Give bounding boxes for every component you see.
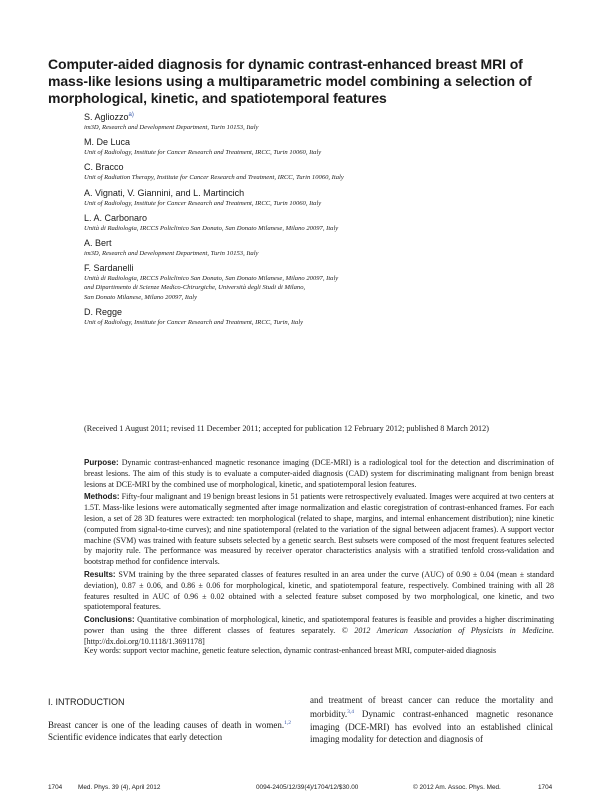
author-list — [84, 110, 554, 332]
author-affiliation: Unit of Radiation Therapy, Institute for Cancer Research and Treatment, IRCC, Turin 10060, Italy — [84, 174, 344, 182]
author-affiliation: Unità di Radiologia, IRCCS Policlinico San Donato, San Donato Milanese, Milano 20097, Italy — [84, 275, 339, 283]
body-text: and treatment of breast cancer can reduce the mortality and morbidity. — [310, 695, 553, 720]
body-column-right — [310, 694, 553, 745]
author-name: L. A. Carbonaro — [84, 212, 148, 223]
abstract-purpose-text: Dynamic contrast-enhanced magnetic resonance imaging (DCE-MRI) is a radiological tool for the detection and discrimination of breast lesions. The aim of this study is to evaluate a computer-aided diagnosis (CAD) system for discriminating malignant from benign breast lesions at DCE-MRI by the combined use of morphological, kinetic, and spatiotemporal lesion features. — [84, 458, 555, 489]
author-affiliation: im3D, Research and Development Department, Turin 10153, Italy — [84, 124, 259, 131]
section-heading — [48, 697, 125, 707]
abstract-results-heading: Results: — [84, 569, 116, 579]
keywords: Key words: support vector machine, genetic feature selection, dynamic contrast-enhanced breast MRI, computer-aided diagnosis — [84, 646, 497, 655]
author-affiliation-line-3: San Donato Milanese, Milano 20097, Italy — [84, 293, 197, 301]
reference-link[interactable]: 1,2 — [284, 720, 291, 726]
received-dates: (Received 1 August 2011; revised 11 December 2011; accepted for publication 12 February 2012; published 8 March 2012) — [84, 424, 489, 433]
footer-copyright: © 2012 Am. Assoc. Phys. Med. — [413, 784, 501, 791]
abstract — [84, 458, 554, 650]
author-affiliation: Unit of Radiology, Institute for Cancer Research and Treatment, IRCC, Turin, Italy — [84, 318, 304, 326]
author-affiliation: Unità di Radiologia, IRCCS Policlinico San Donato, San Donato Milanese, Milano 20097, Italy — [84, 224, 339, 232]
abstract-methods-heading: Methods: — [84, 492, 120, 502]
abstract-purpose — [84, 458, 554, 490]
body-text: Scientific evidence indicates that early detection — [48, 732, 223, 743]
body-column-left — [48, 717, 291, 744]
section-title: INTRODUCTION — [55, 697, 125, 707]
author-block — [84, 307, 554, 327]
abstract-methods — [84, 492, 554, 568]
author-block — [84, 137, 554, 157]
abstract-conclusions-heading: Conclusions: — [84, 615, 135, 625]
author-footnote-link[interactable]: a) — [128, 112, 134, 118]
abstract-results-text: SVM training by the three separated classes of features resulted in an area under the curve (AUC) of 0.90 ± 0.04 (mean ± standard deviation), 0.87 ± 0.06, and 0.86 ± 0.06 for morphological, kinetic, and spatiotemporal feature, respectively. Combined training with all 28 features resulted in AUC of 0.96 ± 0.02 obtained with a selected feature subset composed by two morphological, one kinetic, and two spatiotemporal features. — [84, 569, 554, 612]
author-block — [84, 188, 554, 208]
author-name: A. Bert — [84, 238, 112, 249]
section-number: I. — [48, 697, 54, 707]
author-affiliation: Unit of Radiology, Institute for Cancer Research and Treatment, IRCC, Turin 10060, Italy — [84, 199, 322, 207]
footer-journal: Med. Phys. 39 (4), April 2012 — [78, 784, 161, 791]
author-name: M. De Luca — [84, 137, 131, 148]
author-block — [84, 162, 554, 182]
author-name: C. Bracco — [84, 162, 124, 173]
author-block — [84, 213, 554, 233]
author-name: A. Vignati, V. Giannini, and L. Martincich — [84, 187, 245, 198]
body-text: Breast cancer is one of the leading causes of death in women. — [48, 720, 285, 730]
footer-page-number-left: 1704 — [48, 784, 63, 791]
author-affiliation: Unit of Radiology, Institute for Cancer Research and Treatment, IRCC, Turin 10060, Italy — [84, 149, 322, 157]
abstract-results — [84, 570, 554, 613]
footer-page-number-right: 1704 — [538, 784, 553, 791]
body-text: Dynamic contrast-enhanced magnetic resonance imaging (DCE-MRI) has evolved into an established clinical imaging modality for detection and diagnosis of — [310, 709, 553, 744]
abstract-copyright: © 2012 American Association of Physicists in Medicine. — [341, 625, 554, 635]
author-name-text: S. Agliozzo — [84, 112, 129, 122]
abstract-methods-text: Fifty-four malignant and 19 benign breast lesions in 51 patients were retrospectively evaluated. Images were acquired at two centers at 1.5T. Mass-like lesions were automatically segmented after image normalization and elastic coregistration of contrast-enhanced frames. For each lesion, a set of 28 3D features were extracted: ten morphological (related to shape, margins, and internal enhancement distribution); nine kinetic (computed from signal-to-time curves); and nine spatiotemporal (related to the variation of the signal between adjacent frames). A support vector machine (SVM) was trained with feature subsets selected by a genetic search. Best subsets were composed of the most frequent features selected by majority rule. The performance was measured by receiver operator characteristics analysis with a stratified tenfold cross-validation and bootstrap method for confidence intervals. — [84, 492, 555, 567]
author-name: F. Sardanelli — [84, 263, 134, 274]
reference-link[interactable]: 3,4 — [347, 709, 355, 716]
paper-title: Computer-aided diagnosis for dynamic contrast-enhanced breast MRI of mass-like lesions using a multiparametric model combining a selection of morphological, kinetic, and spatiotemporal features — [48, 56, 532, 106]
footer-article-code: 0094-2405/12/39(4)/1704/12/$30.00 — [256, 784, 359, 791]
author-block — [84, 263, 554, 302]
abstract-purpose-heading: Purpose: — [84, 458, 119, 467]
abstract-conclusions-text: Quantitative combination of morphological, kinetic, and spatiotemporal features is feasible and provides a higher discriminating power than using the three different classes of features separately. — [84, 615, 554, 635]
author-affiliation-line-2: and Dipartimento di Scienze Medico-Chirurgiche, Università degli Studi di Milano, — [84, 284, 306, 292]
author-block — [84, 238, 554, 258]
author-name: D. Regge — [84, 306, 123, 317]
abstract-conclusions — [84, 615, 554, 647]
author-block — [84, 110, 554, 132]
author-name — [84, 110, 554, 123]
doi-link[interactable]: [http://dx.doi.org/10.1118/1.3691178] — [84, 636, 205, 646]
author-affiliation: im3D, Research and Development Department, Turin 10153, Italy — [84, 250, 259, 258]
